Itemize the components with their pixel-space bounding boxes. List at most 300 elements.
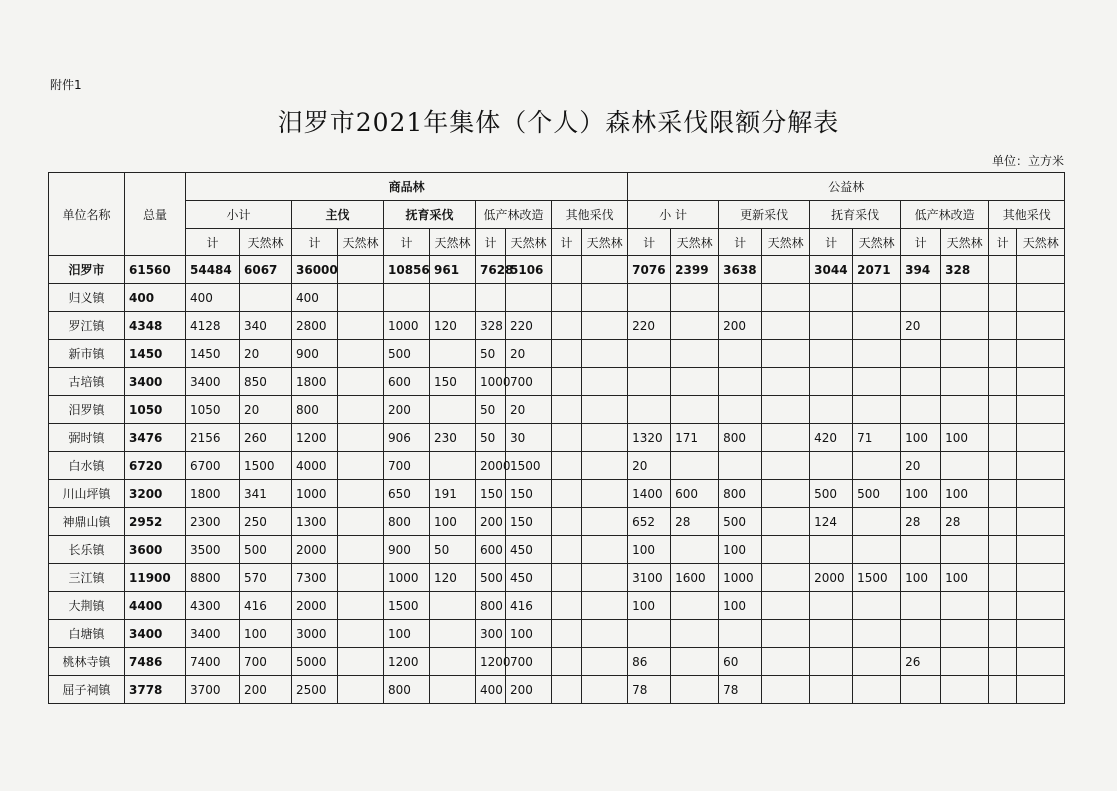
row-town-name: 弼时镇 (49, 424, 125, 452)
table-cell (989, 452, 1017, 480)
table-cell: 5106 (506, 256, 552, 284)
header-subtotal-public: 小 计 (628, 201, 719, 229)
table-cell (989, 396, 1017, 424)
table-cell (989, 368, 1017, 396)
table-cell: 2399 (671, 256, 719, 284)
header-unit-name: 单位名称 (49, 173, 125, 256)
table-cell (989, 536, 1017, 564)
table-cell (338, 340, 384, 368)
table-cell (989, 424, 1017, 452)
table-cell: 60 (719, 648, 762, 676)
row-total: 1450 (125, 340, 186, 368)
table-cell: 71 (853, 424, 901, 452)
table-cell (810, 648, 853, 676)
subheader-ji: 计 (384, 229, 430, 256)
subheader-ji: 计 (292, 229, 338, 256)
table-cell (628, 620, 671, 648)
table-cell (582, 620, 628, 648)
row-total: 3476 (125, 424, 186, 452)
table-cell (719, 452, 762, 480)
table-cell: 191 (430, 480, 476, 508)
table-cell (853, 536, 901, 564)
table-cell (989, 312, 1017, 340)
table-cell: 120 (430, 312, 476, 340)
table-cell (552, 648, 582, 676)
table-cell (853, 648, 901, 676)
row-total: 3200 (125, 480, 186, 508)
row-total: 2952 (125, 508, 186, 536)
table-cell (989, 256, 1017, 284)
table-cell: 100 (628, 592, 671, 620)
table-cell (989, 564, 1017, 592)
table-cell (762, 620, 810, 648)
table-cell: 1000 (292, 480, 338, 508)
table-cell (671, 312, 719, 340)
table-cell (719, 620, 762, 648)
table-cell (338, 312, 384, 340)
row-town-name: 神鼎山镇 (49, 508, 125, 536)
table-row (49, 564, 1065, 592)
table-cell: 2300 (186, 508, 240, 536)
table-cell: 100 (384, 620, 430, 648)
table-cell (762, 256, 810, 284)
table-cell: 28 (941, 508, 989, 536)
table-cell: 1200 (292, 424, 338, 452)
table-cell: 220 (628, 312, 671, 340)
table-cell (671, 648, 719, 676)
table-cell (762, 676, 810, 704)
table-cell (810, 592, 853, 620)
table-cell: 906 (384, 424, 430, 452)
table-cell: 50 (476, 424, 506, 452)
subheader-ji: 计 (552, 229, 582, 256)
table-cell: 300 (476, 620, 506, 648)
table-cell (853, 396, 901, 424)
table-cell: 2800 (292, 312, 338, 340)
header-public-forest: 公益林 (628, 173, 1065, 201)
table-cell (810, 368, 853, 396)
table-cell: 2071 (853, 256, 901, 284)
table-cell: 800 (476, 592, 506, 620)
table-cell (338, 508, 384, 536)
table-cell: 1500 (240, 452, 292, 480)
table-cell: 1000 (476, 368, 506, 396)
table-cell (762, 648, 810, 676)
table-row (49, 592, 1065, 620)
table-cell: 500 (384, 340, 430, 368)
table-cell: 416 (506, 592, 552, 620)
table-cell: 10856 (384, 256, 430, 284)
table-cell (430, 648, 476, 676)
table-cell: 3044 (810, 256, 853, 284)
table-cell: 600 (476, 536, 506, 564)
table-cell: 8800 (186, 564, 240, 592)
table-cell (552, 396, 582, 424)
table-cell: 1600 (671, 564, 719, 592)
table-cell: 1000 (384, 312, 430, 340)
table-cell (552, 480, 582, 508)
table-cell (762, 480, 810, 508)
subheader-natural: 天然林 (853, 229, 901, 256)
table-cell: 86 (628, 648, 671, 676)
table-row (49, 256, 1065, 284)
header-low-yield: 低产林改造 (476, 201, 552, 229)
table-cell (582, 256, 628, 284)
table-cell: 3400 (186, 620, 240, 648)
table-cell (762, 312, 810, 340)
table-cell: 850 (240, 368, 292, 396)
row-town-name: 屈子祠镇 (49, 676, 125, 704)
table-cell (628, 368, 671, 396)
table-cell: 3700 (186, 676, 240, 704)
table-cell (941, 312, 989, 340)
table-cell (338, 452, 384, 480)
table-cell (628, 396, 671, 424)
table-cell (719, 340, 762, 368)
table-cell (582, 676, 628, 704)
table-cell: 2000 (292, 536, 338, 564)
table-cell (989, 480, 1017, 508)
table-cell (1017, 648, 1065, 676)
table-cell: 78 (719, 676, 762, 704)
row-total: 400 (125, 284, 186, 312)
table-cell (1017, 676, 1065, 704)
table-cell (989, 508, 1017, 536)
table-cell (338, 536, 384, 564)
table-cell (430, 396, 476, 424)
table-cell (671, 284, 719, 312)
table-cell: 220 (506, 312, 552, 340)
table-cell: 400 (292, 284, 338, 312)
table-cell (762, 508, 810, 536)
table-cell (1017, 592, 1065, 620)
row-total: 4348 (125, 312, 186, 340)
table-cell: 26 (901, 648, 941, 676)
table-cell (719, 396, 762, 424)
row-town-name: 汨罗市 (49, 256, 125, 284)
table-cell: 1320 (628, 424, 671, 452)
table-cell: 7400 (186, 648, 240, 676)
table-cell: 150 (476, 480, 506, 508)
table-cell: 3500 (186, 536, 240, 564)
table-cell (941, 396, 989, 424)
table-cell: 416 (240, 592, 292, 620)
table-cell (552, 620, 582, 648)
table-cell: 150 (430, 368, 476, 396)
table-cell (941, 452, 989, 480)
table-cell: 100 (430, 508, 476, 536)
table-cell (430, 452, 476, 480)
table-cell (552, 424, 582, 452)
table-cell: 200 (240, 676, 292, 704)
table-cell: 2000 (292, 592, 338, 620)
table-cell (762, 452, 810, 480)
table-cell (552, 368, 582, 396)
table-cell (628, 284, 671, 312)
table-cell (901, 592, 941, 620)
table-cell (719, 368, 762, 396)
subheader-natural: 天然林 (762, 229, 810, 256)
table-cell (582, 452, 628, 480)
table-cell (941, 536, 989, 564)
table-cell (853, 284, 901, 312)
table-cell (338, 368, 384, 396)
attachment-label: 附件1 (50, 78, 82, 92)
table-cell (1017, 368, 1065, 396)
row-town-name: 新市镇 (49, 340, 125, 368)
table-cell: 200 (719, 312, 762, 340)
table-cell: 150 (506, 508, 552, 536)
row-total: 4400 (125, 592, 186, 620)
table-cell (430, 340, 476, 368)
table-cell: 1400 (628, 480, 671, 508)
table-cell: 1300 (292, 508, 338, 536)
table-cell (552, 536, 582, 564)
table-cell (941, 340, 989, 368)
table-cell (338, 284, 384, 312)
table-cell: 600 (671, 480, 719, 508)
header-subtotal: 小计 (186, 201, 292, 229)
subheader-ji: 计 (186, 229, 240, 256)
unit-label: 单位：立方米 (991, 154, 1064, 168)
row-town-name: 汨罗镇 (49, 396, 125, 424)
subheader-natural: 天然林 (506, 229, 552, 256)
row-town-name: 三江镇 (49, 564, 125, 592)
table-cell (1017, 340, 1065, 368)
table-cell: 1450 (186, 340, 240, 368)
subheader-natural: 天然林 (430, 229, 476, 256)
table-cell: 700 (506, 648, 552, 676)
table-cell (853, 452, 901, 480)
table-cell (762, 368, 810, 396)
table-cell (506, 284, 552, 312)
row-total: 3600 (125, 536, 186, 564)
table-cell (430, 620, 476, 648)
table-cell (582, 536, 628, 564)
header-tending: 抚育采伐 (384, 201, 476, 229)
table-cell: 28 (901, 508, 941, 536)
table-cell (671, 620, 719, 648)
header-total: 总量 (125, 173, 186, 256)
table-cell (989, 648, 1017, 676)
table-cell (582, 312, 628, 340)
table-cell (430, 676, 476, 704)
table-cell (762, 424, 810, 452)
table-cell: 3638 (719, 256, 762, 284)
table-cell (671, 676, 719, 704)
row-town-name: 川山坪镇 (49, 480, 125, 508)
subheader-natural: 天然林 (671, 229, 719, 256)
table-cell: 250 (240, 508, 292, 536)
table-cell (430, 592, 476, 620)
table-cell: 1200 (476, 648, 506, 676)
table-cell (1017, 256, 1065, 284)
table-cell (582, 396, 628, 424)
table-cell (941, 368, 989, 396)
row-total: 3400 (125, 620, 186, 648)
subheader-natural: 天然林 (941, 229, 989, 256)
table-cell: 650 (384, 480, 430, 508)
table-cell: 420 (810, 424, 853, 452)
table-cell: 341 (240, 480, 292, 508)
subheader-ji: 计 (476, 229, 506, 256)
subheader-ji: 计 (810, 229, 853, 256)
table-cell (941, 648, 989, 676)
table-cell (582, 508, 628, 536)
table-cell (1017, 424, 1065, 452)
table-cell: 600 (384, 368, 430, 396)
table-cell (762, 396, 810, 424)
table-cell (338, 676, 384, 704)
table-cell: 200 (384, 396, 430, 424)
table-cell: 100 (901, 480, 941, 508)
header-commercial-forest: 商品林 (186, 173, 628, 201)
table-cell: 100 (628, 536, 671, 564)
row-town-name: 大荆镇 (49, 592, 125, 620)
row-total: 1050 (125, 396, 186, 424)
table-row (49, 508, 1065, 536)
table-cell: 1500 (506, 452, 552, 480)
table-cell (338, 424, 384, 452)
table-cell: 100 (719, 592, 762, 620)
table-cell: 200 (476, 508, 506, 536)
table-cell: 200 (506, 676, 552, 704)
header-low-yield-public: 低产林改造 (901, 201, 989, 229)
table-cell: 20 (240, 340, 292, 368)
table-cell (810, 620, 853, 648)
row-total: 3778 (125, 676, 186, 704)
subheader-natural: 天然林 (1017, 229, 1065, 256)
table-cell (941, 620, 989, 648)
table-cell: 800 (719, 424, 762, 452)
table-cell: 700 (240, 648, 292, 676)
table-cell: 20 (901, 452, 941, 480)
table-cell: 652 (628, 508, 671, 536)
table-cell (1017, 508, 1065, 536)
table-cell: 100 (901, 424, 941, 452)
table-cell: 3100 (628, 564, 671, 592)
table-cell: 2156 (186, 424, 240, 452)
table-cell: 800 (384, 508, 430, 536)
table-cell: 4000 (292, 452, 338, 480)
table-cell (853, 340, 901, 368)
table-cell: 5000 (292, 648, 338, 676)
table-cell (552, 508, 582, 536)
table-cell (762, 592, 810, 620)
table-cell (338, 620, 384, 648)
row-town-name: 白水镇 (49, 452, 125, 480)
subheader-ji: 计 (628, 229, 671, 256)
table-cell (552, 284, 582, 312)
table-cell: 124 (810, 508, 853, 536)
table-cell (430, 284, 476, 312)
table-cell (552, 312, 582, 340)
table-cell (901, 396, 941, 424)
table-cell (582, 564, 628, 592)
table-cell: 3000 (292, 620, 338, 648)
table-row (49, 648, 1065, 676)
table-cell (1017, 480, 1065, 508)
table-cell: 500 (476, 564, 506, 592)
table-cell (901, 620, 941, 648)
table-cell: 2500 (292, 676, 338, 704)
table-cell (810, 536, 853, 564)
table-row (49, 396, 1065, 424)
table-cell (762, 564, 810, 592)
table-cell (338, 396, 384, 424)
row-total: 61560 (125, 256, 186, 284)
table-cell: 800 (292, 396, 338, 424)
table-cell (853, 368, 901, 396)
table-cell: 4300 (186, 592, 240, 620)
table-cell (582, 480, 628, 508)
table-cell: 50 (430, 536, 476, 564)
header-other: 其他采伐 (552, 201, 628, 229)
table-cell: 500 (810, 480, 853, 508)
table-cell (552, 592, 582, 620)
table-cell (1017, 620, 1065, 648)
table-cell (1017, 312, 1065, 340)
table-cell (628, 340, 671, 368)
row-total: 6720 (125, 452, 186, 480)
table-cell: 2000 (810, 564, 853, 592)
table-cell: 1500 (384, 592, 430, 620)
table-cell: 900 (292, 340, 338, 368)
table-cell (941, 592, 989, 620)
table-cell: 7300 (292, 564, 338, 592)
table-cell: 1000 (384, 564, 430, 592)
table-cell: 260 (240, 424, 292, 452)
table-cell: 900 (384, 536, 430, 564)
row-total: 7486 (125, 648, 186, 676)
table-cell (989, 620, 1017, 648)
table-cell (901, 536, 941, 564)
table-cell (810, 312, 853, 340)
header-renewal: 更新采伐 (719, 201, 810, 229)
table-cell (338, 256, 384, 284)
table-cell (582, 284, 628, 312)
table-cell: 100 (941, 424, 989, 452)
table-cell (582, 340, 628, 368)
table-cell (582, 592, 628, 620)
table-cell: 7076 (628, 256, 671, 284)
table-cell: 100 (901, 564, 941, 592)
table-row (49, 676, 1065, 704)
table-cell (989, 592, 1017, 620)
table-cell: 120 (430, 564, 476, 592)
table-cell: 1000 (719, 564, 762, 592)
table-cell: 700 (506, 368, 552, 396)
table-cell (901, 340, 941, 368)
table-cell (582, 368, 628, 396)
table-cell: 3400 (186, 368, 240, 396)
table-cell: 500 (853, 480, 901, 508)
subheader-natural: 天然林 (338, 229, 384, 256)
table-cell: 20 (901, 312, 941, 340)
table-cell: 340 (240, 312, 292, 340)
table-cell (901, 368, 941, 396)
table-row (49, 368, 1065, 396)
row-town-name: 罗江镇 (49, 312, 125, 340)
table-cell (853, 312, 901, 340)
table-cell: 78 (628, 676, 671, 704)
table-cell: 54484 (186, 256, 240, 284)
table-cell (853, 620, 901, 648)
table-cell (853, 676, 901, 704)
table-cell: 20 (506, 396, 552, 424)
table-cell (671, 592, 719, 620)
table-cell (853, 508, 901, 536)
